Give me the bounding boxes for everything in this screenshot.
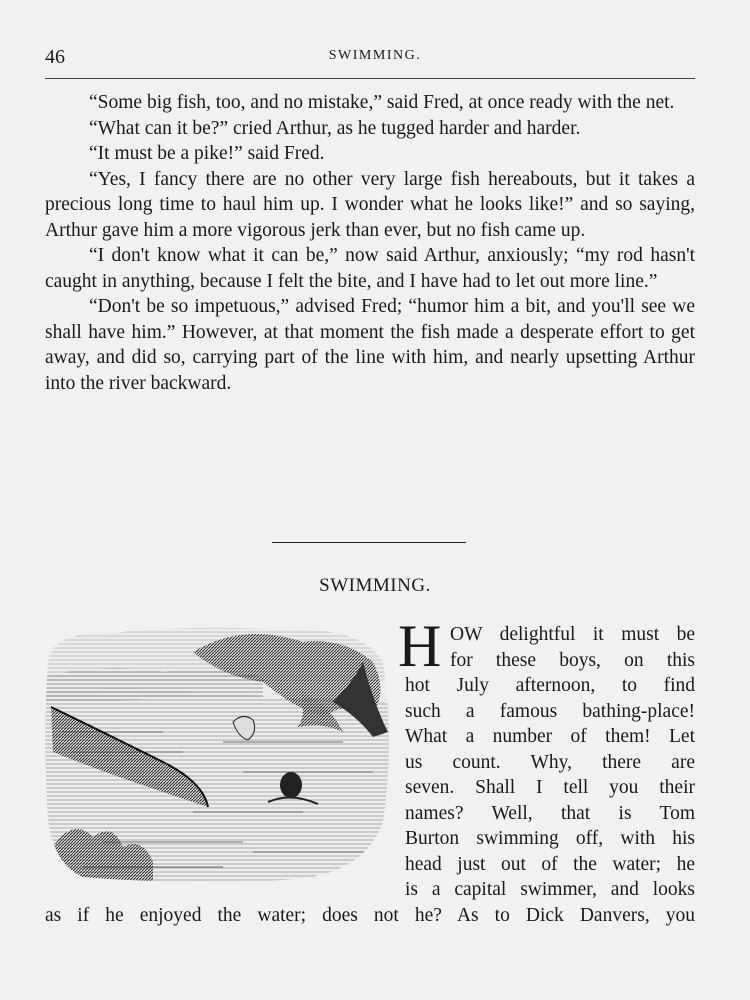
river-swimming-illustration: [43, 622, 393, 884]
paragraph: “Don't be so impetuous,” advised Fred; “humor him a bit, and you'll see we shall have him.” However, at that moment the fish made a desperate effort to get away, and did so, carrying part of the line with him, and nearly upsetting Arthur into the river backward.: [45, 296, 695, 394]
text-line: is a capital swimmer, and looks: [405, 879, 695, 900]
text-line: seven. Shall I tell you their: [405, 777, 695, 798]
header-rule: [45, 78, 695, 79]
running-head: SWIMMING.: [328, 48, 422, 63]
paragraph: “Yes, I fancy there are no other very large fish hereabouts, but it takes a precious long time to haul him up. I wonder what he looks like!” and so saying, Arthur gave him a more vigorous jerk than ever, but no fish came up.: [45, 168, 695, 241]
text-line: Burton swimming off, with his: [405, 828, 695, 849]
section-title: SWIMMING.: [319, 575, 431, 596]
text-line: OW delightful it must be: [450, 624, 695, 645]
final-line: as if he enjoyed the water; does not he? As to Dick Danvers, you: [45, 905, 695, 926]
paragraph: “I don't know what it can be,” now said Arthur, anxiously; “my rod hasn't caught in anything, because I felt the bite, and I have had to let out more line.”: [45, 245, 695, 292]
page-number: 46: [45, 46, 65, 68]
text-line: such a famous bathing-place!: [405, 700, 695, 722]
paragraph: “Some big fish, too, and no mistake,” said Fred, at once ready with the net.: [89, 92, 675, 113]
drop-cap: H: [398, 613, 442, 679]
text-line: names? Well, that is Tom: [405, 802, 695, 824]
text-line: for these boys, on this: [450, 649, 695, 671]
text-line: us count. Why, there are: [405, 751, 695, 773]
story-text: [45, 90, 695, 396]
text-line: What a number of them! Let: [405, 726, 695, 747]
section-divider: [272, 542, 466, 543]
paragraph: “It must be a pike!” said Fred.: [89, 143, 325, 164]
text-line: hot July afternoon, to find: [405, 675, 695, 696]
paragraph: “What can it be?” cried Arthur, as he tugged harder and harder.: [89, 117, 581, 139]
wrapped-lines: [405, 673, 695, 903]
dropcap-lines: [450, 622, 695, 673]
text-line: head just out of the water; he: [405, 853, 695, 875]
